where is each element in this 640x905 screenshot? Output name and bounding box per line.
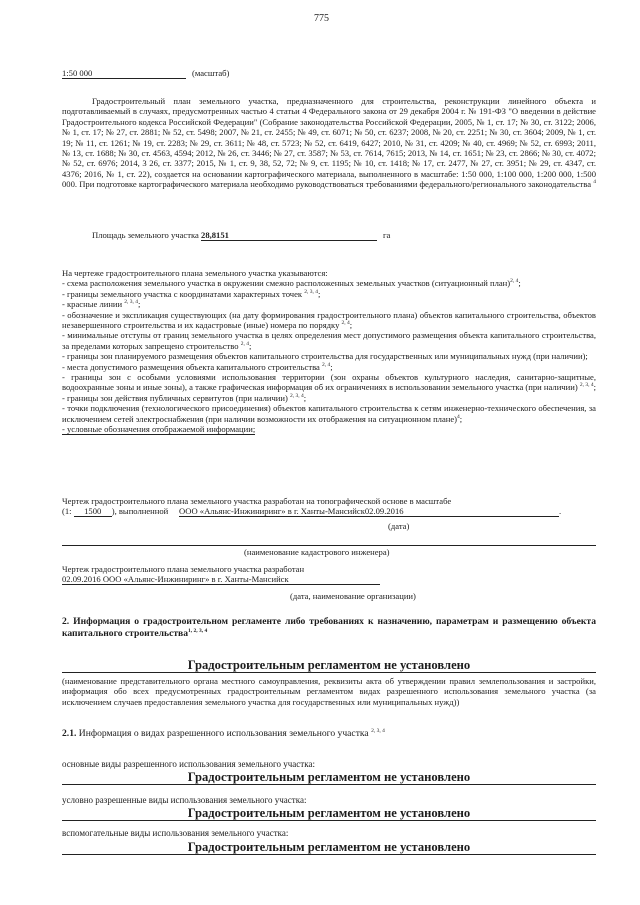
- organization-date: ООО «Альянс-Инжиниринг» в г. Ханты-Мансийск02.09.2016: [179, 506, 559, 517]
- list-item: - точки подключения (технологического присоединения) объектов капитального строительства к сетям инженерно-технического обеспечения, за исключением сетей электроснабжения (при наличии возможности их отображения на ситуационном плане)$^4$;: [62, 403, 596, 424]
- list-item: - минимальные отступы от границ земельного участка в целях определения мест допустимого размещения объекта капитального строительства, за пределами которых запрещено строительство $^{2, 4}$;: [62, 330, 596, 351]
- prepared-text: Чертеж градостроительного плана земельного участка разработан: [62, 564, 305, 574]
- section-2-note: (наименование представительного органа местного самоуправления, реквизиты акта об утверждении правил землепользования и застройки, информация обо всех предусмотренных градостроительным регламентом видах разрешенного использования земельного участка (за исключением случаев предоставления земельного участка для государственных или муниципальных нужд)): [62, 676, 596, 707]
- section-2-title: 2. Информация о градостроительном регламенте либо требованиях к назначению, параметрам и размещению объекта капитального строительства$^{1, 2, 3, 4}$: [62, 616, 596, 639]
- topographic-basis: [62, 496, 596, 517]
- topographic-basis-scale: (1: 1500 ), выполненной ООО «Альянс-Инжиниринг» в г. Ханты-Мансийск02.09.2016 .: [62, 506, 562, 517]
- list-item: - красные линии $^{2, 3, 4}$;: [62, 299, 141, 310]
- scale-value: 1:50 000: [62, 68, 186, 79]
- list-item: - условные обозначения отображаемой информации;: [62, 424, 256, 435]
- area-field: [92, 230, 390, 241]
- engineer-caption: (наименование кадастрового инженера): [244, 547, 390, 557]
- scale-label: (масштаб): [192, 68, 230, 78]
- topographic-basis-text: Чертеж градостроительного плана земельного участка разработан на топографической основе в масштабе: [62, 496, 452, 506]
- prepared-caption: (дата, наименование организации): [290, 591, 416, 601]
- scale-field: [62, 68, 229, 79]
- engineer-line: [62, 545, 596, 546]
- auxiliary-uses-label: вспомогательные виды использования земельного участка:: [62, 828, 289, 838]
- prepared-value: 02.09.2016 ООО «Альянс-Инжиниринг» в г. Ханты-Мансийск: [62, 574, 380, 585]
- intro-footnote-ref: 4: [593, 179, 596, 186]
- drawing-contents-list: [62, 268, 596, 435]
- list-item: - границы земельного участка с координатами характерных точек $^{2, 3, 4}$;: [62, 288, 321, 299]
- area-label: Площадь земельного участка: [92, 230, 199, 240]
- list-item: - схема расположения земельного участка в окружении смежно расположенных земельных участков (ситуационный план)$^{2, 4}$;: [62, 278, 521, 289]
- conditional-uses-label: условно разрешенные виды использования земельного участка:: [62, 795, 307, 805]
- prepared-by: [62, 564, 380, 585]
- auxiliary-uses-value: Градостроительным регламентом не установлено: [62, 840, 596, 855]
- list-item: - места допустимого размещения объекта капитального строительства $^{2, 4}$;: [62, 361, 333, 372]
- list-item: - границы зон с особыми условиями использования территории (зон охраны объектов культурного наследия, санитарно-защитные, водоохранные зоны и иные зоны), а также графическая информация об их ограничениях в использовании земельного участка (при наличии) $^{2, 3, 4}$;: [62, 372, 596, 393]
- conditional-uses-value: Градостроительным регламентом не установлено: [62, 806, 596, 821]
- intro-text: Градостроительный план земельного участка, предназначенного для строительства, реконструкции линейного объекта и подготавливаемый в случаях, предусмотренных частью 4 статьи 4 Федерального закона от 29 декабря 2004 г. № 191-ФЗ "О введении в действие Градостроительного кодекса Российской Федерации" (Собрание законодательства Российской Федерации, 2005, № 1, ст. 17; № 30, ст. 3122; 2006, № 1, ст. 17; № 27, ст. 2881; № 52, ст. 5498; 2007, № 21, ст. 2455; № 49, ст. 6071; № 50, ст. 6237; 2008, № 20, ст. 2251; № 30, ст. 3604; 2009, № 1, ст. 19; № 11, ст. 1261; № 19, ст. 2283; № 29, ст. 3611; № 48, ст. 5723; № 52, ст. 6419, 6427; 2010, № 31, ст. 4209; № 40, ст. 4969; № 52, ст. 6993; 2011, № 13, ст. 1688; № 30, ст. 4563, 4594; 2012, № 26, ст. 3446; № 27, ст. 3587; № 53, ст. 7614, 7615; 2013, № 14, ст. 1651; № 23, ст. 2866; № 30, ст. 4072; № 52, ст. 6976; 2014, 3 26, ст. 3377; 2015, № 1, ст. 9, 38, 52, 72; № 9, ст. 1195; № 10, ст. 1418; № 17, ст. 2477, № 27, ст. 3951; № 29, ст. 4347, ст. 4376; 2016, № 1, ст. 22), создается на основании картографического материала, выполненного в масштабе: 1:50 000, 1:100 000, 1:200 000, 1:500 000. При подготовке картографического материала необходимо руководствоваться требованиями федерального/регионального законодательства: [62, 96, 596, 190]
- section-2-1-title: 2.1. Информация о видах разрешенного использования земельного участка $^{2, 3, 4}$: [62, 728, 385, 739]
- main-uses-value: Градостроительным регламентом не установлено: [62, 770, 596, 785]
- list-item: - границы зон действия публичных сервитутов (при наличии) $^{2, 3, 4}$;: [62, 392, 307, 403]
- intro-paragraph: [62, 96, 596, 190]
- area-value: 28,8151: [201, 230, 377, 241]
- date-caption: (дата): [388, 521, 410, 531]
- page-number: 775: [314, 13, 329, 24]
- main-uses-label: основные виды разрешенного использования земельного участка:: [62, 759, 315, 769]
- regulation-statement: Градостроительным регламентом не установлено: [62, 658, 596, 673]
- list-item: - границы зон планируемого размещения объектов капитального строительства для государственных или муниципальных нужд (при наличии);: [62, 351, 588, 362]
- list-item: - обозначение и экспликация существующих (на дату формирования градостроительного плана) объектов капитального строительства, объектов незавершенного строительства и их кадастровые (иные) номера по порядку $^{2, 4}$;: [62, 309, 596, 331]
- area-unit: га: [383, 230, 391, 240]
- drawing-intro: На чертеже градостроительного плана земельного участка указываются:: [62, 268, 328, 278]
